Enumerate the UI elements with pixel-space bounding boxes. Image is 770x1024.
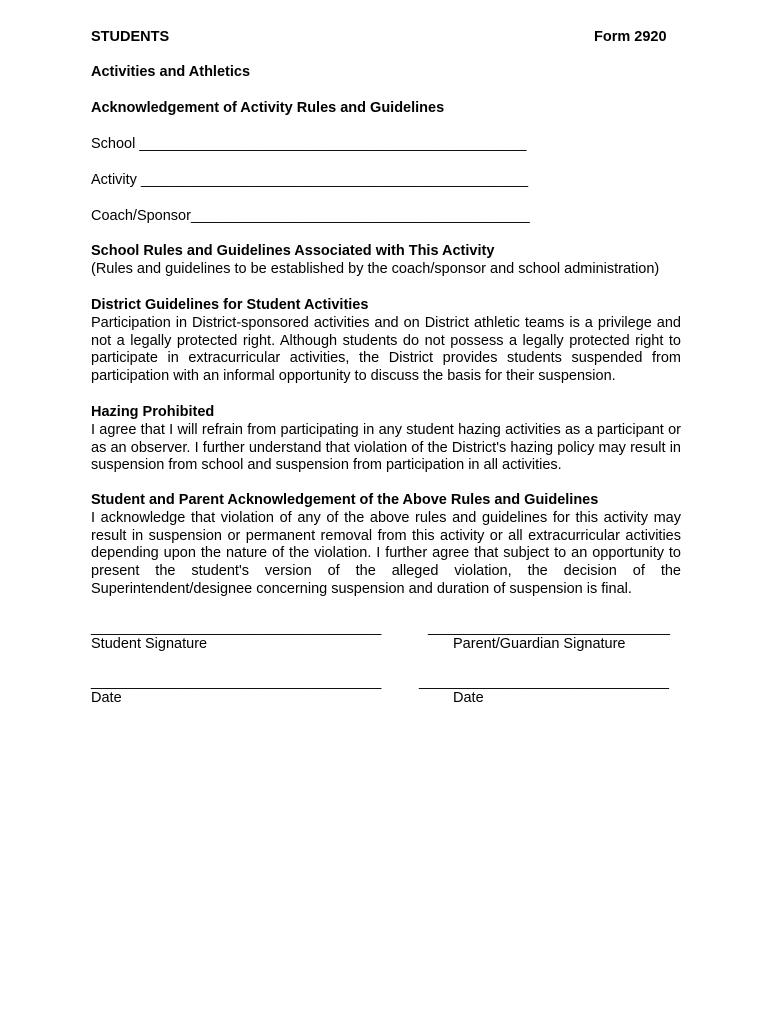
school-field[interactable]: School ________________________________________________ <box>91 136 527 152</box>
section-body: I acknowledge that violation of any of the above rules and guidelines for this activity may result in suspension or permanent removal from this activity or all extracurricular activities depending upon the nature of the violation. I further agree that subject to an opportunity to present the student's version of the alleged violation, the decision of the Superintendent/designee concerning suspension and duration of suspension is final. <box>91 509 681 597</box>
parent-signature-line[interactable]: ______________________________ <box>428 620 670 636</box>
parent-signature-label: Parent/Guardian Signature <box>453 636 626 652</box>
section-heading: School Rules and Guidelines Associated with This Activity <box>91 243 495 259</box>
student-date-label: Date <box>91 690 122 706</box>
section-title: Activities and Athletics <box>91 64 251 80</box>
hazing-section <box>91 404 681 475</box>
section-body: Participation in District-sponsored activities and on District athletic teams is a privilege and not a legally protected right. Although students do not possess a legally protected right to participate in extracurricular activities, the District provides students suspended from participation with an informal opportunity to discuss the basis for their suspension. <box>91 314 681 385</box>
section-heading: Student and Parent Acknowledgement of the Above Rules and Guidelines <box>91 492 599 508</box>
section-body: (Rules and guidelines to be established by the coach/sponsor and school administration) <box>91 260 660 277</box>
coach-sponsor-field[interactable]: Coach/Sponsor__________________________________________ <box>91 208 530 224</box>
acknowledgement-section <box>91 492 681 599</box>
form-number: Form 2920 <box>594 29 667 45</box>
student-signature-line[interactable]: ____________________________________ <box>91 620 382 636</box>
header-left-label: STUDENTS <box>91 29 170 45</box>
section-heading: Hazing Prohibited <box>91 404 215 420</box>
activity-field[interactable]: Activity ________________________________________________ <box>91 172 529 188</box>
section-heading: District Guidelines for Student Activities <box>91 297 369 313</box>
student-date-line[interactable]: ____________________________________ <box>91 674 382 690</box>
form-title: Acknowledgement of Activity Rules and Guidelines <box>91 100 445 116</box>
section-body: I agree that I will refrain from participating in any student hazing activities as a participant or as an observer. I further understand that violation of the District's hazing policy may result in suspension from school and suspension from participation in all activities. <box>91 421 681 474</box>
parent-date-line[interactable]: _______________________________ <box>419 674 669 690</box>
student-signature-label: Student Signature <box>91 636 208 652</box>
district-guidelines-section <box>91 297 681 386</box>
school-rules-section <box>91 243 681 279</box>
parent-date-label: Date <box>453 690 484 706</box>
